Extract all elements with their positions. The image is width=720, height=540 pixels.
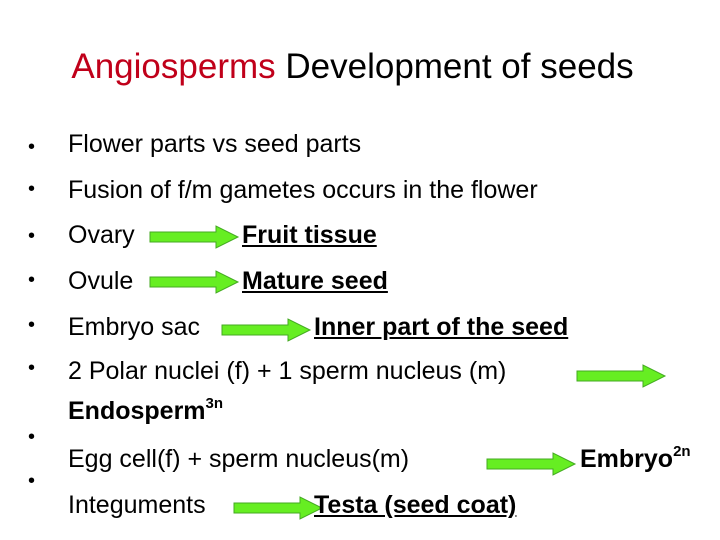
bullet-marker: • — [28, 178, 36, 200]
mature-seed-label: Mature seed — [242, 267, 388, 295]
testa-label: Testa (seed coat) — [314, 491, 517, 519]
bullet-marker: • — [28, 136, 36, 158]
fruit-tissue-label: Fruit tissue — [242, 221, 377, 249]
list-item-fusion: Fusion of f/m gametes occurs in the flower — [68, 176, 538, 204]
inner-part-label: Inner part of the seed — [314, 313, 569, 341]
right-arrow-icon — [577, 364, 667, 388]
bullet-marker: • — [28, 225, 36, 247]
title-accent: Angiosperms — [71, 47, 276, 86]
right-arrow-icon — [222, 318, 312, 342]
bullet-marker: • — [28, 314, 36, 336]
list-item-flower-parts: Flower parts vs seed parts — [68, 130, 362, 158]
right-arrow-icon — [150, 270, 240, 294]
list-item-ovary: Ovary — [68, 221, 135, 249]
embryo-ploidy: 2n — [673, 442, 691, 460]
list-item-embryo-sac: Embryo sac — [68, 313, 200, 341]
endosperm-label — [68, 395, 223, 427]
bullet-marker: • — [28, 426, 36, 448]
bullet-marker: • — [28, 470, 36, 492]
bullet-marker: • — [28, 269, 36, 291]
list-item-integuments: Integuments — [68, 491, 206, 519]
title-rest: Development of seeds — [275, 47, 634, 86]
list-item-egg-cell: Egg cell(f) + sperm nucleus(m) — [68, 445, 410, 473]
list-item-ovule: Ovule — [68, 267, 134, 295]
list-item-polar-nuclei: 2 Polar nuclei (f) + 1 sperm nucleus (m) — [68, 357, 507, 385]
bullet-marker: • — [28, 357, 36, 379]
endosperm-ploidy: 3n — [205, 394, 224, 412]
right-arrow-icon — [487, 452, 577, 476]
embryo-text: Embryo — [580, 445, 674, 473]
right-arrow-icon — [150, 225, 240, 249]
right-arrow-icon — [234, 496, 324, 520]
endosperm-text: Endosperm — [68, 397, 206, 425]
embryo-label — [580, 443, 691, 475]
